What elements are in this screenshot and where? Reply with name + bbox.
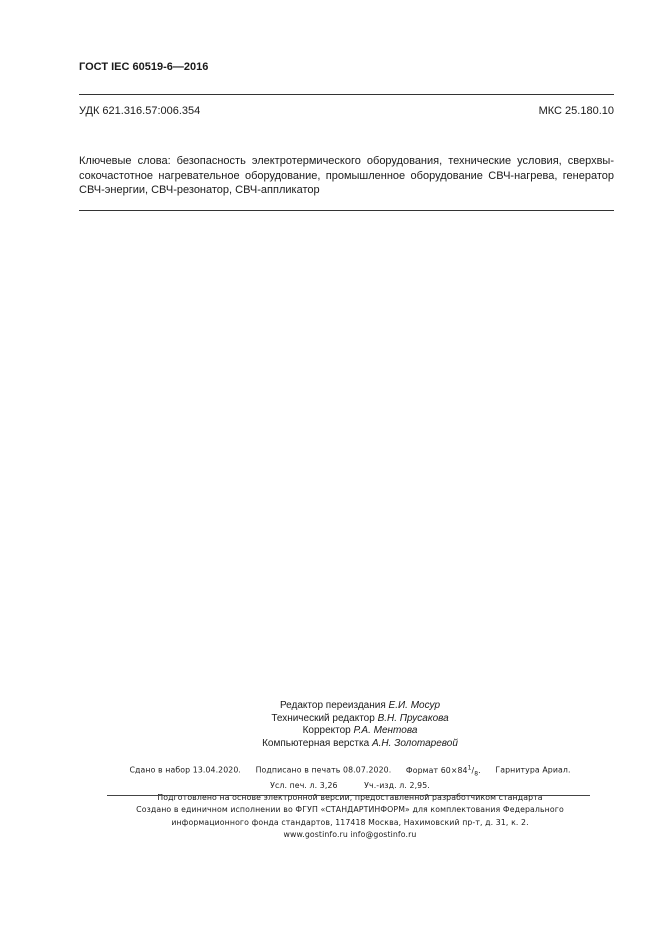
font-name: Гарнитура Ариал. (495, 765, 571, 775)
tech-editor-name: В.Н. Прусакова (377, 712, 449, 724)
staff-editor (180, 700, 540, 713)
publ-sheets: Уч.-изд. л. 2,95. (364, 781, 430, 791)
creator-info (100, 804, 600, 842)
staff-tech-editor (180, 713, 540, 726)
print-sheets: Усл. печ. л. 3,26 (270, 781, 338, 791)
editor-name: Е.И. Мосур (388, 700, 441, 711)
udk-code: УДК 621.316.57:006.354 (79, 105, 201, 117)
tech-editor-role: Технический редактор (271, 712, 375, 724)
creator-line-1: Создано в единичном исполнении во ФГУП «СТАНДАРТИНФОРМ» для комплектования Федерального (136, 805, 564, 814)
layout-name: А.Н. Золотаревой (371, 737, 458, 749)
publication-info (100, 762, 600, 804)
creator-line-2: информационного фонда стандартов, 117418 Москва, Нахимовский пр-т, д. 31, к. 2. (171, 817, 529, 827)
corrector-role: Корректор (302, 725, 351, 736)
staff-credits (180, 700, 540, 750)
layout-role: Компьютерная верстка (262, 737, 370, 749)
header-divider (79, 94, 614, 95)
staff-layout (180, 738, 540, 751)
corrector-name: Р.А. Ментова (353, 725, 418, 736)
format: Формат $60\times 84^1/_8$. (405, 764, 481, 778)
footer-divider (107, 795, 590, 796)
staff-corrector (180, 725, 540, 738)
signed-date: Подписано в печать 08.07.2020. (255, 765, 392, 775)
keywords-line: Ключевые слова: безопасность электротермического оборудования, технические условия, сверхвы- (79, 155, 614, 167)
editor-role: Редактор переиздания (279, 700, 386, 711)
keywords-paragraph (79, 154, 614, 198)
email-link[interactable]: info@gostinfo.ru (350, 830, 417, 839)
keywords-divider (79, 210, 614, 211)
keywords-line: сокочастотное нагревательное оборудование, промышленное оборудование СВЧ-нагрева, генератор (79, 169, 614, 182)
keywords-line: СВЧ-энергии, СВЧ-резонатор, СВЧ-аппликатор (79, 184, 320, 196)
publication-line-2 (100, 780, 600, 792)
publication-basis: Подготовлено на основе электронной версии, предоставленной разработчиком стандарта (157, 793, 543, 803)
mks-code: МКС 25.180.10 (538, 105, 614, 117)
document-code: ГОСТ IEC 60519-6—2016 (79, 61, 209, 73)
publication-line-1 (100, 762, 600, 780)
creator-contacts (100, 829, 600, 842)
website-link[interactable]: www.gostinfo.ru (283, 830, 348, 839)
sent-date: Сдано в набор 13.04.2020. (129, 765, 241, 775)
